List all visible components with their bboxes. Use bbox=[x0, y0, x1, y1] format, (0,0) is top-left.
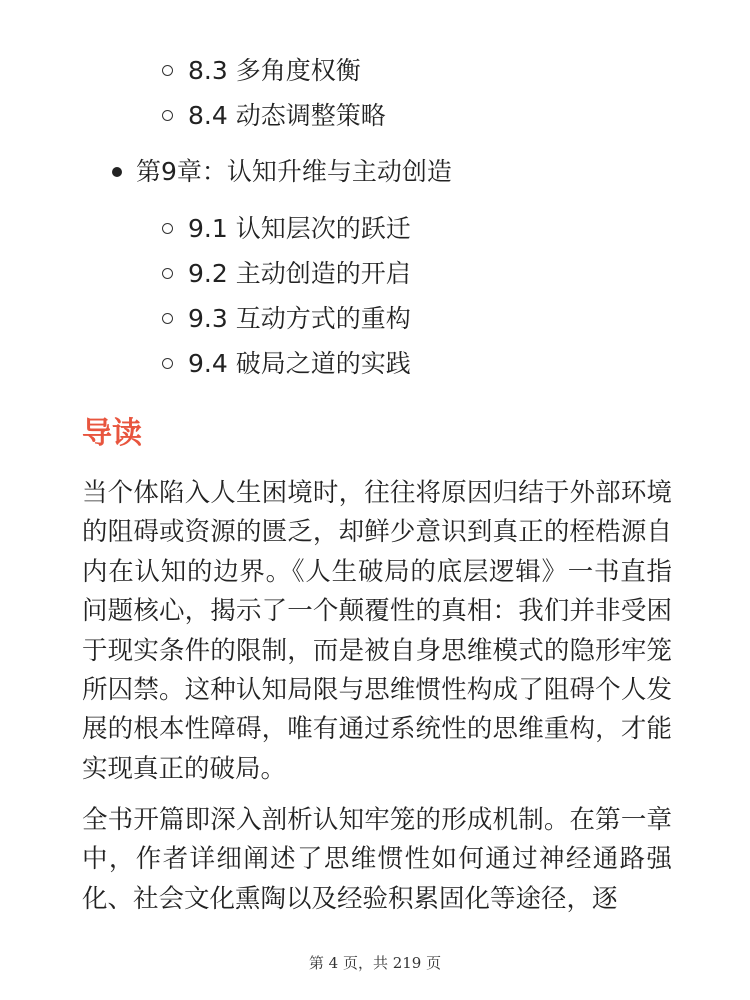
filled-bullet-icon bbox=[112, 167, 122, 177]
reading-guide-heading: 导读 bbox=[82, 416, 142, 451]
toc-chapter-label: 第9章：认知升维与主动创造 bbox=[136, 157, 452, 186]
toc-section-label: 9.2 主动创造的开启 bbox=[188, 259, 411, 288]
chapter9-section-list bbox=[162, 206, 411, 386]
toc-section-label: 8.3 多角度权衡 bbox=[188, 56, 361, 85]
hollow-bullet-icon bbox=[162, 110, 173, 121]
toc-section-item[interactable] bbox=[162, 296, 411, 341]
body-paragraph: 当个体陷入人生困境时，往往将原因归结于外部环境的阻碍或资源的匮乏，却鲜少意识到真正的桎梏源自内在认知的边界。《人生破局的底层逻辑》一书直指问题核心，揭示了一个颠覆性的真相：我们并非受困于现实条件的限制，而是被自身思维模式的隐形牢笼所囚禁。这种认知局限与思维惯性构成了阻碍个人发展的根本性障碍，唯有通过系统性的思维重构，才能实现真正的破局。 bbox=[82, 478, 672, 784]
page-number-footer: 第 4 页，共 219 页 bbox=[308, 954, 442, 972]
toc-section-label: 8.4 动态调整策略 bbox=[188, 101, 386, 130]
toc-chapter-item[interactable] bbox=[110, 150, 452, 194]
toc-section-item[interactable] bbox=[162, 341, 411, 386]
hollow-bullet-icon bbox=[162, 268, 173, 279]
toc-section-label: 9.3 互动方式的重构 bbox=[188, 304, 411, 333]
body-paragraph: 全书开篇即深入剖析认知牢笼的形成机制。在第一章中，作者详细阐述了思维惯性如何通过神经通路强化、社会文化熏陶以及经验积累固化等途径，逐 bbox=[82, 805, 672, 914]
chapter8-section-list bbox=[162, 48, 386, 138]
toc-section-item[interactable] bbox=[162, 206, 411, 251]
hollow-bullet-icon bbox=[162, 313, 173, 324]
hollow-bullet-icon bbox=[162, 358, 173, 369]
toc-section-item[interactable] bbox=[162, 48, 386, 93]
toc-section-label: 9.4 破局之道的实践 bbox=[188, 349, 411, 378]
toc-section-label: 9.1 认知层次的跃迁 bbox=[188, 214, 411, 243]
toc-section-item[interactable] bbox=[162, 93, 386, 138]
toc-section-item[interactable] bbox=[162, 251, 411, 296]
hollow-bullet-icon bbox=[162, 65, 173, 76]
hollow-bullet-icon bbox=[162, 223, 173, 234]
